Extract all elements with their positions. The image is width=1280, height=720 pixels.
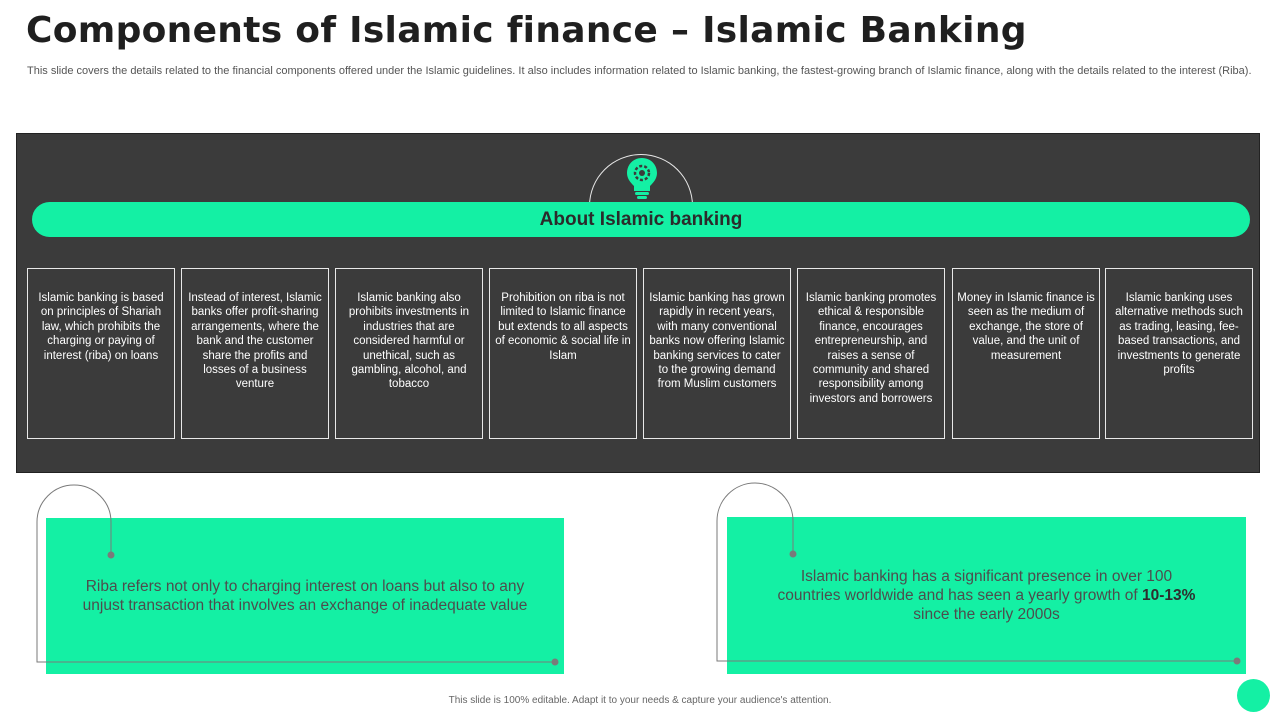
about-banner: About Islamic banking [32, 202, 1250, 237]
info-card: Islamic banking is based on principles of Shariah law, which prohibits the charging or paying of interest (riba) on loans [27, 268, 175, 439]
footer-note: This slide is 100% editable. Adapt it to your needs & capture your audience's attention. [448, 695, 832, 706]
info-card: Islamic banking promotes ethical & responsible finance, encourages entrepreneurship, and raises a sense of community and shared responsibility among investors and borrowers [797, 268, 945, 439]
corner-dot [1237, 679, 1270, 712]
info-card: Prohibition on riba is not limited to Islamic finance but extends to all aspects of economic & social life in Islam [489, 268, 637, 439]
info-card: Islamic banking uses alternative methods such as trading, leasing, fee-based transactions, and investments to generate profits [1105, 268, 1253, 439]
presence-note-text: Islamic banking has a significant presence in over 100 countries worldwide and has seen a yearly growth of 10-13% since the early 2000s [777, 568, 1196, 623]
info-card: Instead of interest, Islamic banks offer profit-sharing arrangements, where the bank and the customer share the profits and losses of a business venture [181, 268, 329, 439]
riba-note-text: Riba refers not only to charging interest on loans but also to any unjust transaction that involves an exchange of inadequate value [82, 578, 528, 614]
slide-subtitle: This slide covers the details related to the financial components offered under the Islamic guidelines. It also includes information related to Islamic banking, the fastest-growing branch of Islamic finance, along with the details related to the interest (Riba). [27, 65, 1252, 77]
info-card: Islamic banking has grown rapidly in recent years, with many conventional banks now offering Islamic banking services to cater to the growing demand from Muslim customers [643, 268, 791, 439]
slide-title: Components of Islamic finance – Islamic Banking [26, 10, 1027, 51]
growth-highlight: 10-13% [1142, 587, 1196, 604]
info-card: Money in Islamic finance is seen as the medium of exchange, the store of value, and the unit of measurement [952, 268, 1100, 439]
info-card: Islamic banking also prohibits investments in industries that are considered harmful or unethical, such as gambling, alcohol, and tobacco [335, 268, 483, 439]
